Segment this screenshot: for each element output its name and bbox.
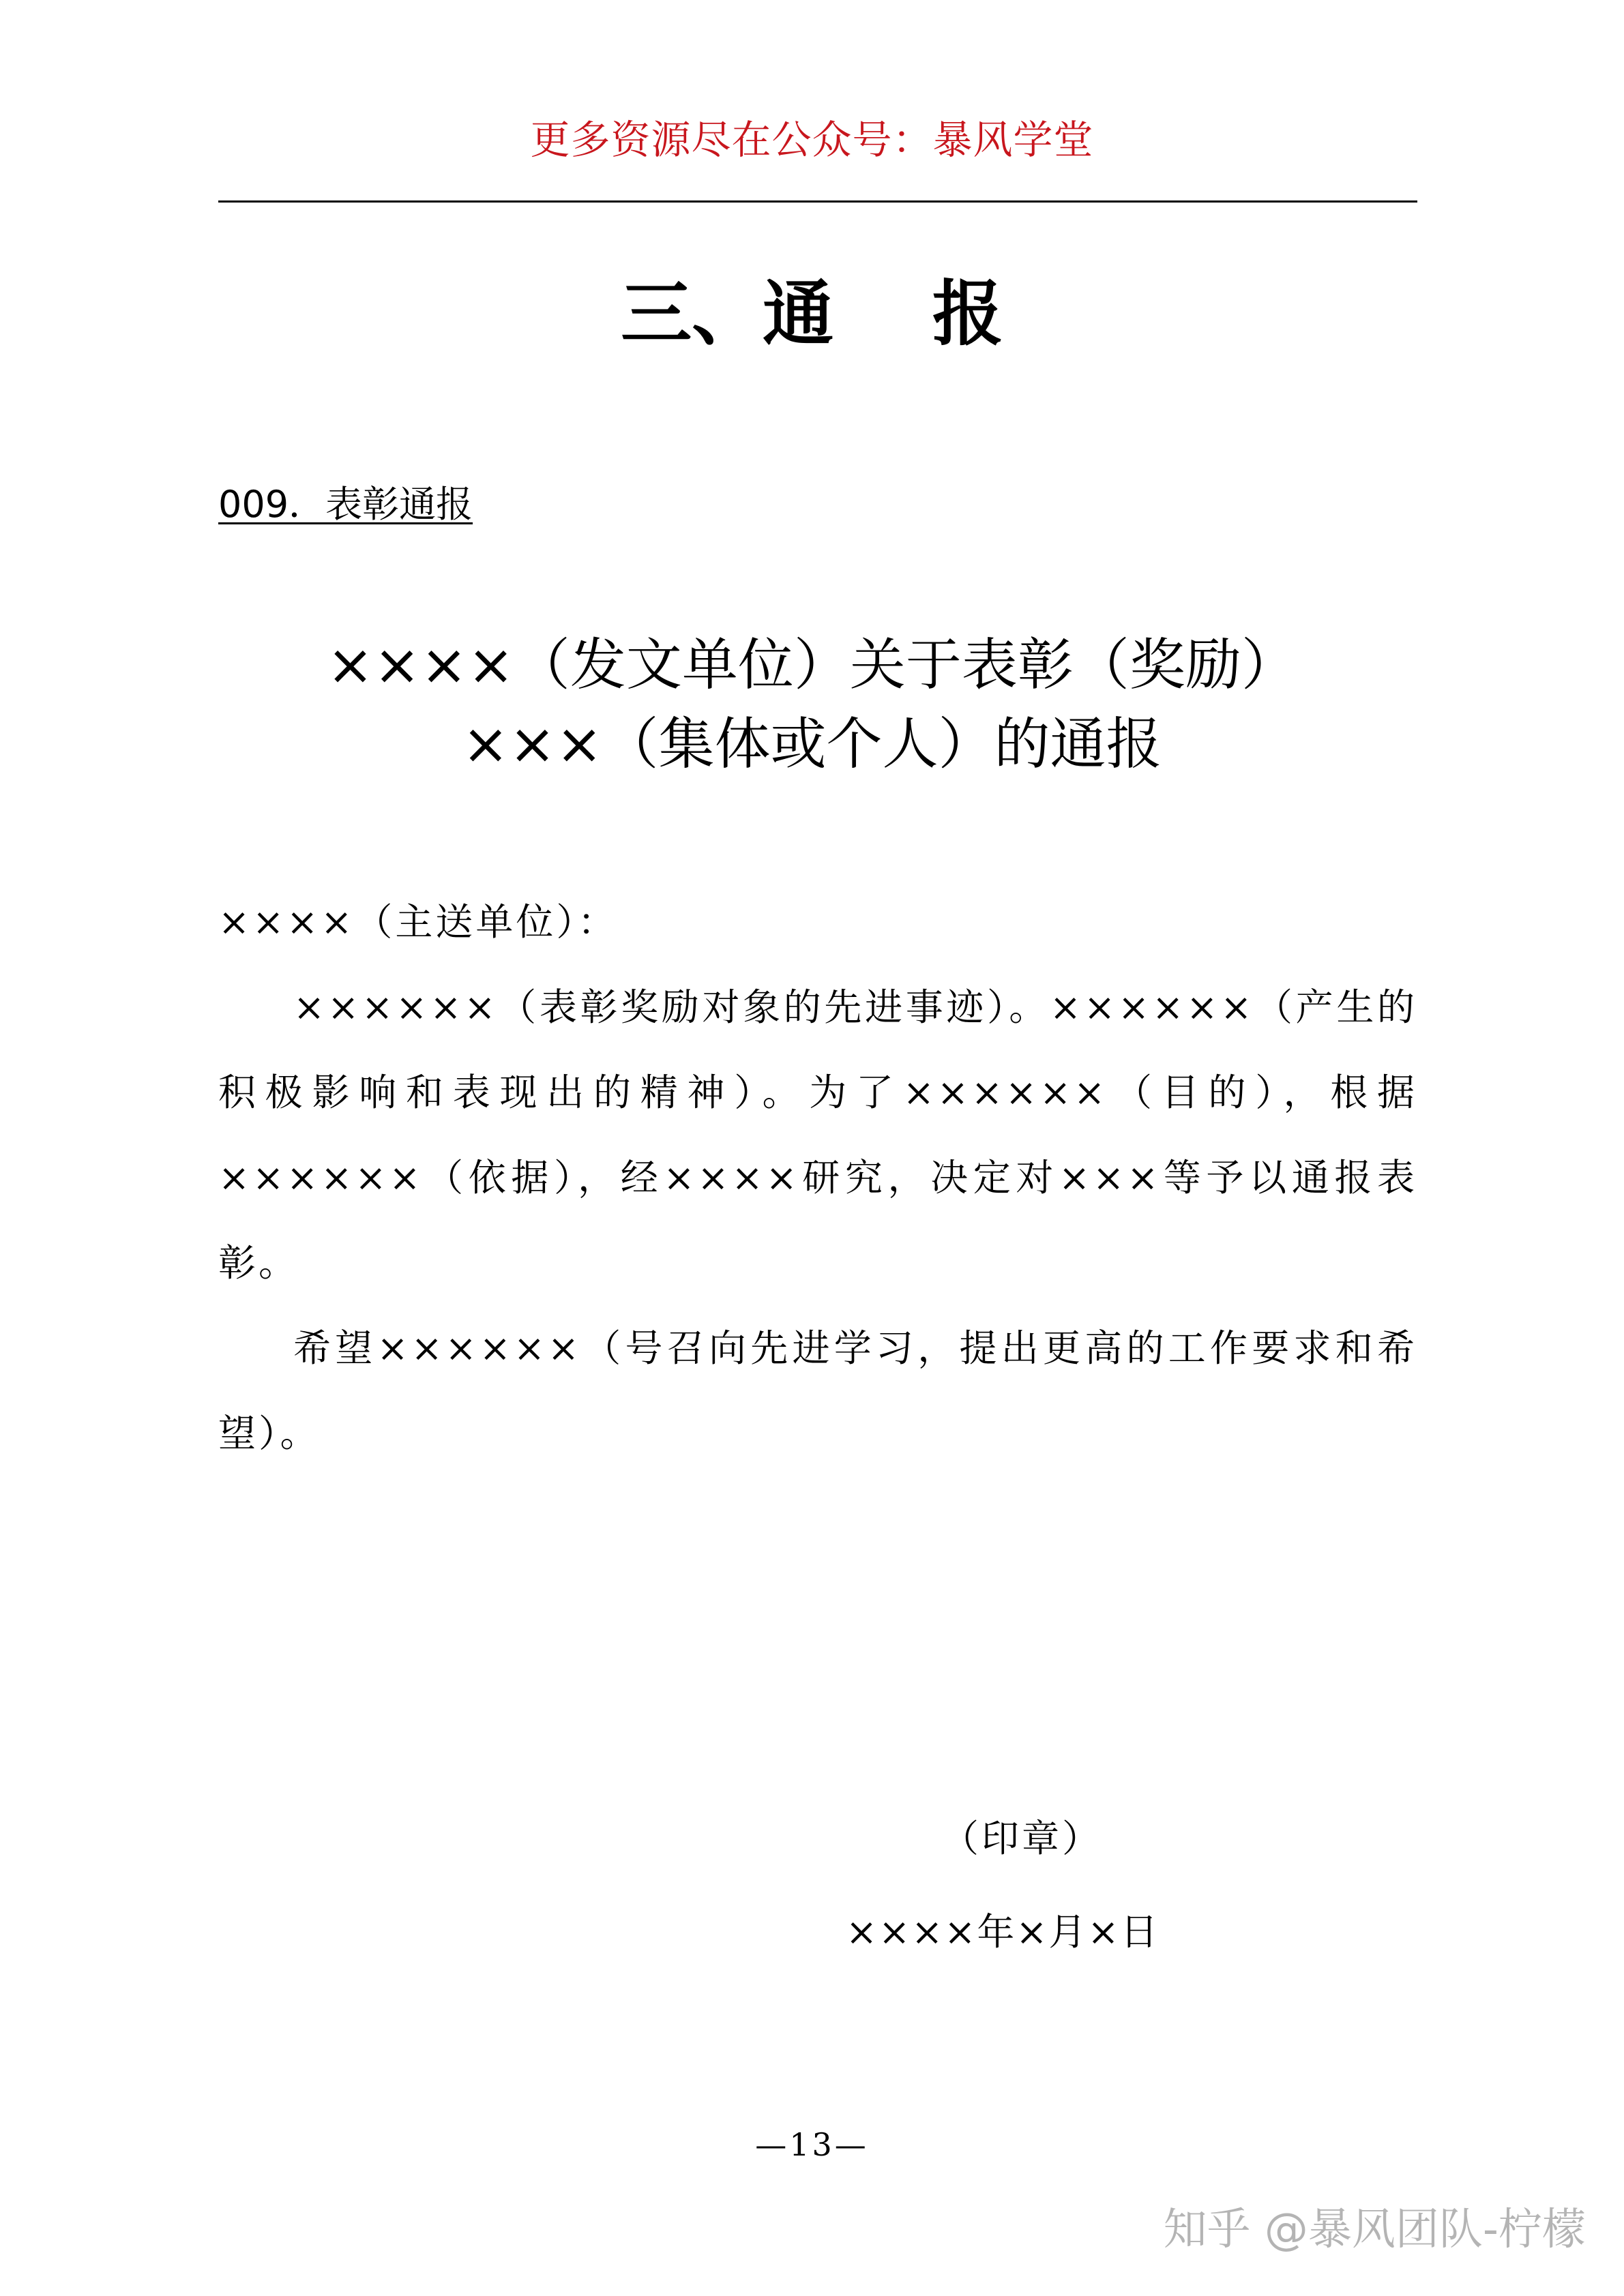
date-line: ××××年×月×日 <box>846 1910 1160 1954</box>
body-paragraph-2: 希望××××××（号召向先进学习，提出更高的工作要求和希望）。 <box>218 1326 1417 1455</box>
section-subtitle: 009．表彰通报 <box>218 483 473 526</box>
notice-title-line-1: ××××（发文单位）关于表彰（奖励） <box>327 633 1297 698</box>
chapter-heading: 三、通 报 <box>621 272 1003 355</box>
notice-title-line-2: ×××（集体或个人）的通报 <box>462 712 1162 777</box>
document-body <box>218 880 1417 1476</box>
notice-title <box>0 626 1624 784</box>
header-rule <box>218 200 1417 203</box>
watermark: 知乎 @暴风团队-柠檬 <box>1163 2205 1586 2255</box>
addressee: ××××（主送单位）： <box>218 900 618 944</box>
page-number: —13— <box>755 2126 869 2163</box>
body-paragraph-1: ××××××（表彰奖励对象的先进事迹）。××××××（产生的积极影响和表现出的精神）。为了××××××（目的），根据××××××（依据），经××××研究，决定对×××等予以通报表彰。 <box>218 985 1417 1285</box>
seal-placeholder: （印章） <box>941 1817 1103 1860</box>
header-note: 更多资源尽在公众号：暴风学堂 <box>530 117 1094 163</box>
